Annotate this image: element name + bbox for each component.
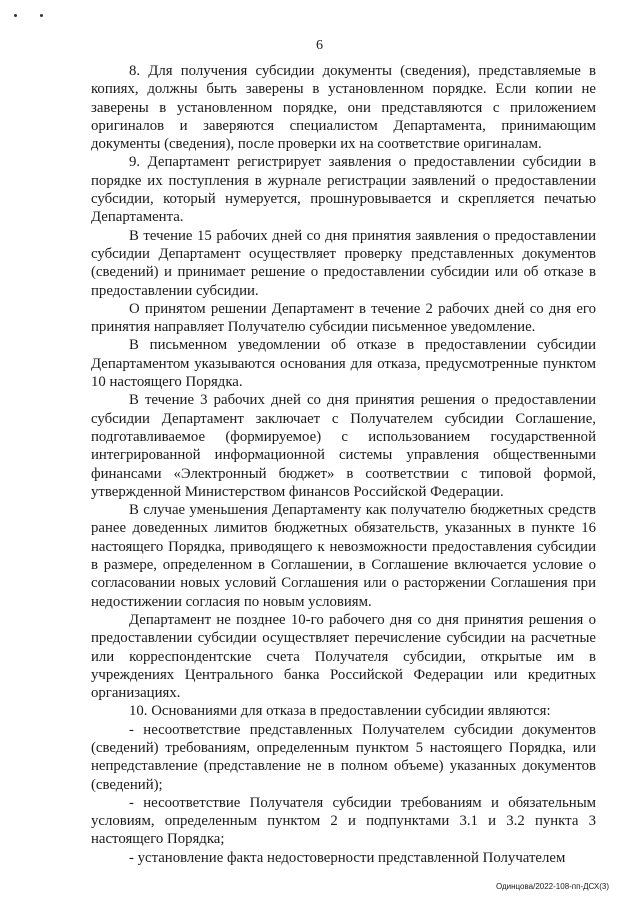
paragraph-limits-reduction: В случае уменьшения Департаменту как получателю бюджетных средств ранее доведенных лимитов бюджетных обязательств, указанных в пункте 16 настоящего Порядка, приводящего к невозможности предоставления субсидии в размере, определенном в Соглашении, в Соглашение включается условие о согласовании новых условий Соглашения или о расторжении Соглашения при недостижении согласия по новым условиям. — [91, 502, 596, 610]
refusal-ground-item: - установление факта недостоверности представленной Получателем — [129, 849, 566, 866]
document-body — [91, 62, 596, 867]
scan-artifact — [40, 14, 43, 17]
document-footer-code: Одинцова/2022-108-пп-ДСХ(3) — [495, 882, 609, 891]
paragraph-notification: О принятом решении Департамент в течение 2 рабочих дней со дня его принятия направляет Получателю субсидии письменное уведомление. — [91, 300, 596, 336]
page-number: 6 — [316, 38, 323, 53]
paragraph-transfer: Департамент не позднее 10-го рабочего дня со дня принятия решения о предоставлении субсидии осуществляет перечисление субсидии на расчетные или корреспондентские счета Получателя субсидии, открытые им в учреждениях Центрального банка Российской Федерации или кредитных организациях. — [91, 611, 596, 702]
refusal-ground-item: - несоответствие Получателя субсидии требованиям и обязательным условиям, определенным пунктом 2 и подпунктами 3.1 и 3.2 пункта 3 настоящего Порядка; — [91, 794, 596, 848]
paragraph-8: 8. Для получения субсидии документы (сведения), представляемые в копиях, должны быть заверены в установленном порядке. Если копии не заверены в установленном порядке, они представляются с приложением оригиналов и заверяются специалистом Департамента, принимающим документы (сведения), после проверки их на соответствие оригиналам. — [91, 63, 596, 153]
paragraph-review-period: В течение 15 рабочих дней со дня принятия заявления о предоставлении субсидии Департамент осуществляет проверку представленных документов (сведений) и принимает решение о предоставлении субсидии или об отказе в предоставлении субсидии. — [91, 227, 596, 299]
refusal-ground-item: - несоответствие представленных Получателем субсидии документов (сведений) требованиям, определенным пунктом 5 настоящего Порядка, или непредставление (представление не в полном объеме) указанных документов (сведений); — [91, 721, 596, 793]
paragraph-agreement: В течение 3 рабочих дней со дня принятия решения о предоставлении субсидии Департамент заключает с Получателем субсидии Соглашение, подготавливаемое (формируемое) с использованием государственной интегрированной информационной системы управления общественными финансами «Электронный бюджет» в соответствии с типовой формой, утвержденной Министерством финансов Российской Федерации. — [91, 392, 596, 500]
paragraph-10: 10. Основаниями для отказа в предоставлении субсидии являются: — [129, 703, 551, 720]
scan-artifact — [14, 14, 17, 17]
paragraph-9: 9. Департамент регистрирует заявления о предоставлении субсидии в порядке их поступления в журнале регистрации заявлений о предоставлении субсидии, который нумеруется, прошнуровывается и скрепляется печатью Департамента. — [91, 154, 596, 226]
paragraph-refusal-notice: В письменном уведомлении об отказе в предоставлении субсидии Департаментом указываются основания для отказа, предусмотренные пунктом 10 настоящего Порядка. — [91, 337, 596, 391]
